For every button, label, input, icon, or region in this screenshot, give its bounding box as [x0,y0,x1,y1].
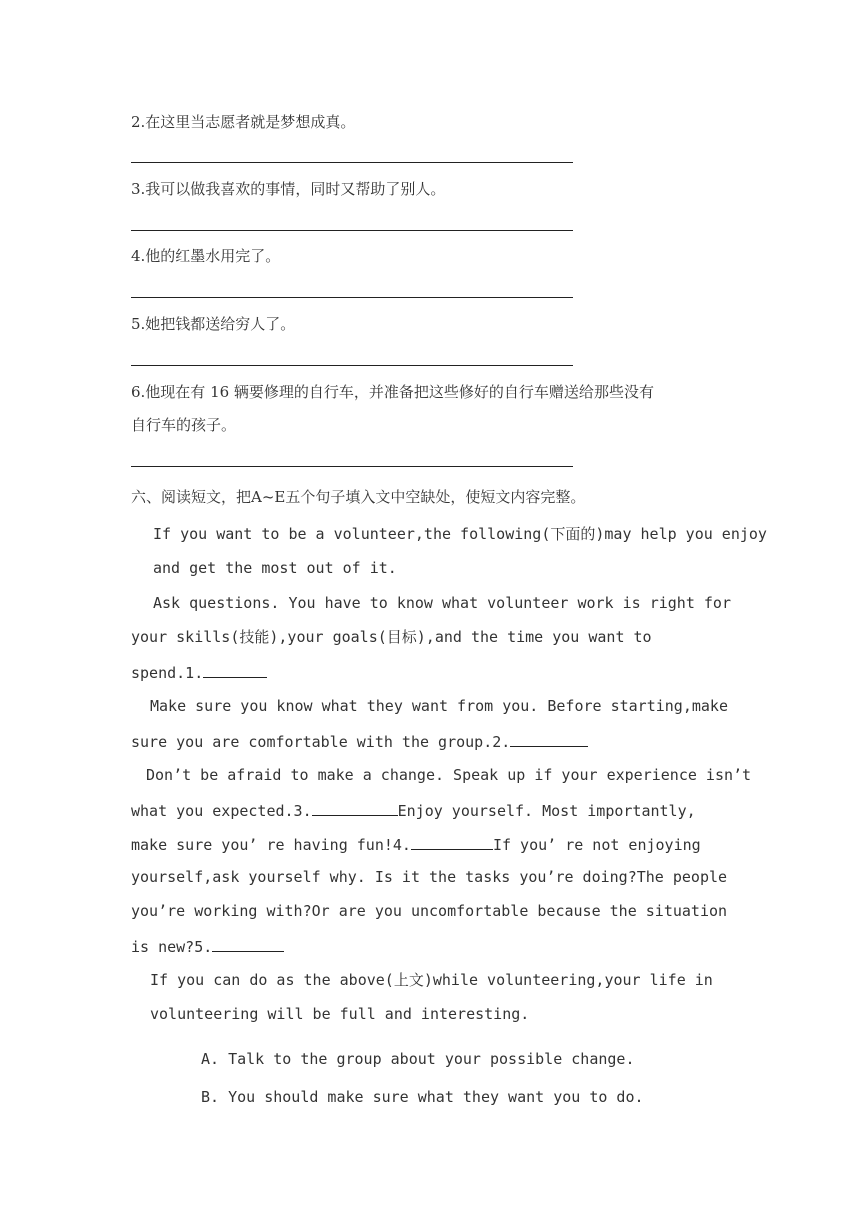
translation-item-6-line1: 6.他现在有 16 辆要修理的自行车，并准备把这些修好的自行车赠送给那些没有 [131,383,654,401]
blank-label-2: sure you are comfortable with the group.2. [131,733,511,751]
blank-label-3: what you expected.3. [131,802,312,820]
answer-line-4[interactable] [131,297,573,298]
paragraph1-line-3 [131,661,267,683]
option-b: B. You should make sure what they want you to do. [201,1088,644,1106]
paragraph3-line-6 [131,935,284,957]
translation-item-3: 3.我可以做我喜欢的事情，同时又帮助了别人。 [131,180,446,198]
option-a: A. Talk to the group about your possible change. [201,1050,635,1068]
blank-4[interactable] [411,833,493,850]
blank-3[interactable] [312,799,398,816]
translation-item-2: 2.在这里当志愿者就是梦想成真。 [131,113,356,131]
blank-label-1: spend.1. [131,664,204,682]
paragraph3-line-2 [131,799,696,821]
blank-5[interactable] [212,935,284,952]
blank-label-5: is new?5. [131,938,213,956]
paragraph3-line-1: Don’t be afraid to make a change. Speak up if your experience isn’t [146,766,752,784]
paragraph1-line-1: Ask questions. You have to know what volunteer work is right for [153,594,731,612]
answer-line-3[interactable] [131,230,573,231]
closing-line-1: If you can do as the above(上文)while volunteering,your life in [150,971,713,989]
translation-item-4: 4.他的红墨水用完了。 [131,247,281,265]
answer-line-5[interactable] [131,365,573,366]
paragraph3-line-4: yourself,ask yourself why. Is it the tasks you’re doing?The people [131,868,728,886]
answer-line-6[interactable] [131,466,573,467]
closing-line-2: volunteering will be full and interesting. [150,1005,530,1023]
blank-2[interactable] [510,730,588,747]
paragraph1-line-2: your skills(技能),your goals(目标),and the time you want to [131,628,652,646]
intro-line-1: If you want to be a volunteer,the following(下面的)may help you enjoy [153,525,767,543]
paragraph2-line-1: Make sure you know what they want from you. Before starting,make [150,697,728,715]
paragraph3-line-3 [131,833,701,855]
section-heading: 六、阅读短文，把A~E五个句子填入文中空缺处，使短文内容完整。 [131,488,586,506]
intro-line-2: and get the most out of it. [153,559,397,577]
paragraph2-line-2 [131,730,588,752]
paragraph3-line-2-tail: Enjoy yourself. Most importantly, [397,802,696,820]
translation-item-6-line2: 自行车的孩子。 [131,416,237,434]
paragraph3-line-5: you’re working with?Or are you uncomfortable because the situation [131,902,728,920]
answer-line-2[interactable] [131,162,573,163]
paragraph3-line-3-tail: If you’ re not enjoying [492,836,701,854]
blank-1[interactable] [203,661,267,678]
translation-item-5: 5.她把钱都送给穷人了。 [131,315,296,333]
blank-label-4: make sure you’ re having fun!4. [131,836,411,854]
